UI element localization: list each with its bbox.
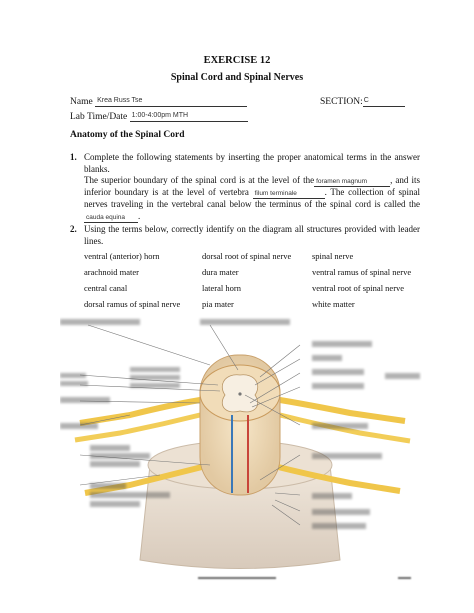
question-1-s1: The superior boundary of the spinal cord is at the level of the bbox=[84, 175, 315, 185]
blurred-label bbox=[60, 373, 86, 378]
term: white matter bbox=[312, 299, 355, 309]
question-1-s3: . The collection of spinal nerves traveling in the vertebral canal below the terminus of the spinal cord is called the bbox=[84, 187, 421, 209]
blurred-label bbox=[312, 453, 382, 459]
blurred-label bbox=[312, 509, 370, 515]
blurred-label bbox=[130, 375, 180, 380]
blurred-label bbox=[130, 383, 180, 388]
blurred-label bbox=[312, 423, 368, 429]
blurred-label bbox=[60, 397, 110, 403]
lab-row bbox=[70, 111, 248, 122]
blurred-label bbox=[200, 319, 290, 325]
blurred-label bbox=[90, 483, 126, 489]
answer-blank-1[interactable]: foramen magnum bbox=[314, 177, 390, 187]
blurred-label bbox=[60, 423, 98, 429]
term: ventral ramus of spinal nerve bbox=[312, 267, 412, 277]
blurred-label bbox=[90, 492, 170, 498]
term: dura mater bbox=[202, 267, 239, 277]
term: arachnoid mater bbox=[84, 267, 139, 277]
blurred-label bbox=[90, 461, 140, 467]
term: central canal bbox=[84, 283, 128, 293]
exercise-title: EXERCISE 12 bbox=[203, 55, 271, 66]
blurred-label bbox=[90, 453, 150, 459]
section-label: SECTION: bbox=[320, 97, 363, 107]
answer-blank-3[interactable]: cauda equina bbox=[84, 213, 138, 223]
blurred-label bbox=[312, 523, 366, 529]
blurred-label bbox=[312, 355, 342, 361]
blurred-label bbox=[312, 369, 364, 375]
lab-label: Lab Time/Date bbox=[70, 112, 128, 122]
question-1-number: 1. bbox=[70, 152, 77, 162]
section-heading: Anatomy of the Spinal Cord bbox=[70, 130, 185, 140]
blurred-label bbox=[312, 383, 364, 389]
section-field[interactable]: C bbox=[363, 96, 405, 107]
term: lateral horn bbox=[202, 283, 241, 293]
question-1-intro: Complete the following statements by inserting the proper anatomical terms in the answer blanks. bbox=[84, 152, 420, 174]
term: spinal nerve bbox=[312, 251, 354, 261]
name-label: Name bbox=[70, 97, 93, 107]
lab-field[interactable]: 1:00-4:00pm MTH bbox=[130, 111, 248, 122]
term: dorsal root of spinal nerve bbox=[202, 251, 292, 261]
term: ventral root of spinal nerve bbox=[312, 283, 405, 293]
blurred-label bbox=[312, 341, 372, 347]
blurred-label bbox=[312, 493, 352, 499]
term: ventral (anterior) horn bbox=[84, 251, 160, 261]
section-row bbox=[320, 96, 405, 107]
question-1 bbox=[70, 152, 420, 223]
term: dorsal ramus of spinal nerve bbox=[84, 299, 181, 309]
central-canal-shape bbox=[238, 392, 241, 395]
question-1-s4: . bbox=[138, 210, 141, 221]
spinal-cord-diagram bbox=[60, 315, 422, 573]
blurred-label bbox=[90, 445, 130, 451]
exercise-subtitle: Spinal Cord and Spinal Nerves bbox=[170, 72, 304, 83]
page-number: ▬▬ bbox=[398, 574, 411, 581]
name-row bbox=[70, 96, 247, 107]
blurred-label bbox=[90, 501, 140, 507]
blurred-label bbox=[130, 367, 180, 372]
question-2-number: 2. bbox=[70, 224, 77, 234]
blurred-label bbox=[385, 373, 420, 379]
blurred-label bbox=[60, 381, 88, 386]
copyright-footer: ▬▬▬▬▬▬▬▬▬▬▬▬ bbox=[198, 574, 276, 581]
name-field[interactable]: Krea Russ Tse bbox=[95, 96, 247, 107]
blurred-label bbox=[60, 319, 140, 325]
question-1-s2: , and its inferior boundary is at the level of vertebra bbox=[84, 175, 420, 197]
question-2-text: Using the terms below, correctly identify on the diagram all structures provided with leader lines. bbox=[84, 224, 420, 246]
term: pia mater bbox=[202, 299, 234, 309]
answer-blank-2[interactable]: filum terminale bbox=[253, 189, 325, 199]
question-2 bbox=[70, 224, 420, 247]
